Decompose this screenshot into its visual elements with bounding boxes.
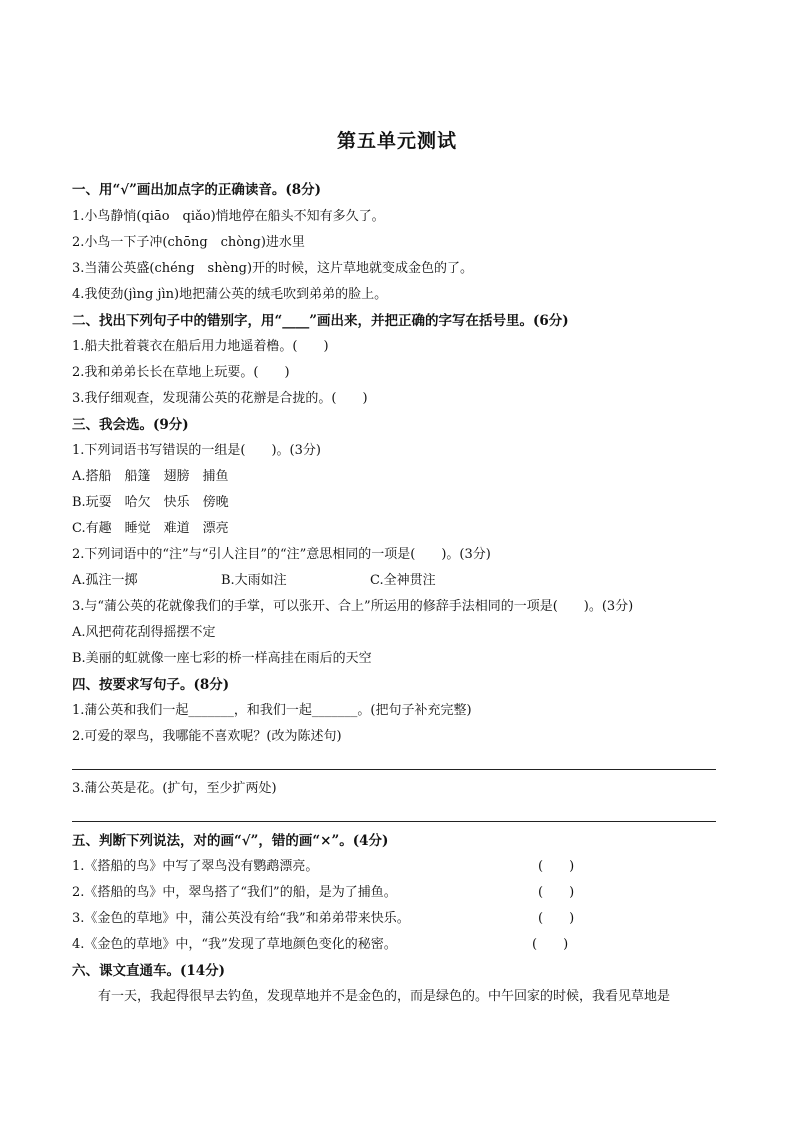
s2-question-2: 2.我和弟弟长长在草地上玩要。( ) [72, 365, 290, 380]
answer-paren[interactable]: ( ) [538, 911, 575, 926]
s3-q2-option-a: A.孤注一掷 [72, 573, 138, 588]
section-2-heading: 二、找出下列句子中的错别字，用“____”画出来，并把正确的字写在括号里。(6分) [72, 313, 569, 329]
s4-question-3: 3.蒲公英是花。(扩句，至少扩两处) [72, 781, 277, 796]
s6-passage: 有一天，我起得很早去钓鱼，发现草地并不是金色的，而是绿色的。中午回家的时候，我看见草地是 [98, 989, 671, 1004]
s3-question-2: 2.下列词语中的“注”与“引人注目”的“注”意思相同的一项是( )。(3分) [72, 547, 491, 562]
s3-q1-option-a: A.搭船 船篷 翅膀 捕鱼 [72, 469, 229, 484]
answer-paren[interactable]: ( ) [532, 937, 569, 952]
s3-question-3: 3.与“蒲公英的花就像我们的手掌，可以张开、合上”所运用的修辞手法相同的一项是( )。(3分) [72, 599, 634, 614]
s3-q1-option-b: B.玩耍 哈欠 快乐 傍晚 [72, 495, 229, 510]
section-4-heading: 四、按要求写句子。(8分) [72, 677, 230, 693]
answer-paren[interactable]: ( ) [538, 885, 575, 900]
s1-question-1: 1.小鸟静悄(qiāo qiǎo)悄地停在船头不知有多久了。 [72, 209, 385, 224]
s5-statement-1: 1.《搭船的鸟》中写了翠鸟没有鹦鹉漂亮。 [72, 859, 319, 874]
s3-q2-option-b: B.大雨如注 [221, 573, 287, 588]
section-1-heading: 一、用“√”画出加点字的正确读音。(8分) [72, 182, 322, 198]
s3-q2-options [72, 571, 732, 591]
s1-question-2: 2.小鸟一下子冲(chōng chòng)进水里 [72, 235, 305, 250]
s1-question-3: 3.当蒲公英盛(chéng shèng)开的时候，这片草地就变成金色的了。 [72, 261, 474, 276]
section-6-heading: 六、课文直通车。(14分) [72, 963, 226, 979]
s4-question-2: 2.可爱的翠鸟，我哪能不喜欢呢？(改为陈述句) [72, 729, 342, 744]
answer-line[interactable] [72, 769, 716, 770]
s2-question-1: 1.船夫批着蓑衣在船后用力地遥着橹。( ) [72, 339, 329, 354]
section-3-heading: 三、我会选。(9分) [72, 417, 189, 433]
s3-q3-option-b: B.美丽的虹就像一座七彩的桥一样高挂在雨后的天空 [72, 651, 372, 666]
s5-statement-2: 2.《搭船的鸟》中，翠鸟搭了“我们”的船，是为了捕鱼。 [72, 885, 397, 900]
s2-question-3: 3.我仔细观查，发现蒲公英的花辦是合拢的。( ) [72, 391, 368, 406]
s3-question-1: 1.下列词语书写错误的一组是( )。(3分) [72, 443, 321, 458]
answer-paren[interactable]: ( ) [538, 859, 575, 874]
s3-q2-option-c: C.全神贯注 [370, 573, 436, 588]
s4-question-1: 1.蒲公英和我们一起_______，和我们一起_______。(把句子补充完整) [72, 703, 472, 718]
s1-question-4: 4.我使劲(jìng jìn)地把蒲公英的绒毛吹到弟弟的脸上。 [72, 287, 388, 302]
s3-q3-option-a: A.风把荷花刮得摇摆不定 [72, 625, 216, 640]
s5-statement-4: 4.《金色的草地》中，“我”发现了草地颜色变化的秘密。 [72, 937, 397, 952]
answer-line[interactable] [72, 821, 716, 822]
section-5-heading: 五、判断下列说法，对的画“√”，错的画“×”。(4分) [72, 833, 389, 849]
s5-statement-3: 3.《金色的草地》中，蒲公英没有给“我”和弟弟带来快乐。 [72, 911, 410, 926]
s3-q1-option-c: C.有趣 睡觉 难道 漂亮 [72, 521, 229, 536]
page-title: 第五单元测试 [336, 130, 457, 152]
